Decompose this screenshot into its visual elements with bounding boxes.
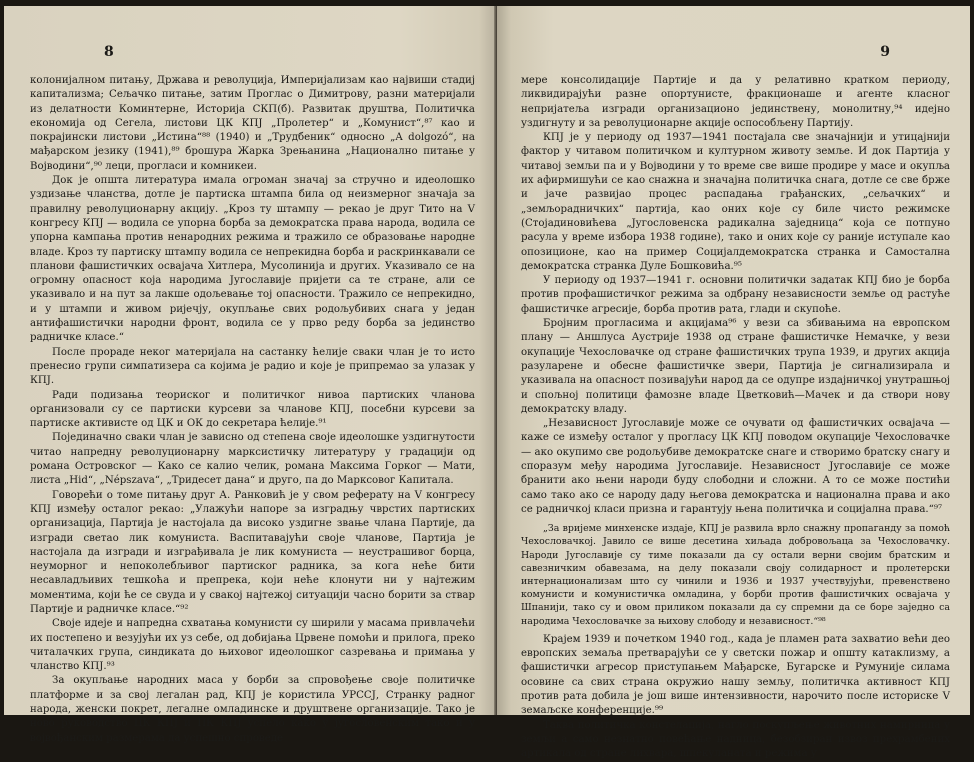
paragraph: Појединачно сваки члан је зависно од степена своје идеолошке уздигнутости читао напредну револуционарну марксистичку литературу у градацији од романа Островског — Како се калио челик, романа Максима Горког — Мати, листа „Hid“, „Népszava“, „Тридесет дана“ и друго, па до Марксовог Капитала. <box>30 432 475 487</box>
page-number: 9 <box>880 44 890 60</box>
spine-shadow <box>497 6 511 715</box>
paragraph: Таква политичка констелација, нагло поскупљење животних намирница у земљи а само незнатно повећање надница, безобзиран извоз прехрамбених артикала од стране лихвара, шпекуланата и режима у <box>521 719 950 760</box>
book-spread <box>4 6 970 760</box>
paragraph: „Независност Југославије може се очувати од фашистичких освајача — каже се између осталог у прогласу ЦК КПЈ поводом окупације Чехословачке — ако окупимо све родољубиве демократске снаге и створимо братску снагу и споразум међу народима Југославије. Независност Југославије се може бранити ако њени народи буду слободни и сложни. А то се може постићи само тако ако се народу даду његова демократска и национална права и ако се радничкој класи призна и гарантују њена политичка и социјална права.“⁹⁷ <box>521 418 950 515</box>
right-page <box>497 6 970 760</box>
block-quote: „За вријеме минхенске издаје, КПЈ је развила врло снажну пропаганду за помоћ Чехословачкој. Јавило се више десетина хиљада добровољаца за Чехословачку. Народи Југославије су тиме показали да су остали верни својим братским и савезничким обавезама, на делу показали своју солидарност и пролетерски интернационализам што су чинили и 1936 и 1937 учествујући, превенствено комунисти и комунистичка омладина, у борби против фашистичких освајача у Шпанији, тако су и овом приликом показали да су спремни да се боре заједно са народима Чехословачке за њихову слободу и независност.“⁹⁸ <box>521 523 950 627</box>
paragraph: У периоду од 1937—1941 г. основни политички задатак КПЈ био је борба против профашистичког режима за одбрану независности земље од растуће фашистичке агресије, борба против рата, глади и скупоће. <box>521 275 950 315</box>
paragraph: Бројним прогласима и акцијама⁹⁶ у вези са збивањима на европском плану — Аншлуса Аустрије 1938 од стране фашистичке Немачке, у вези окупације Чехословачке од стране фашистичких трупа 1939, и других акција разуларене и обесне фашистичке звери, Партија је сигнализирала и указивала на опасност позивајући народ да се одупре издајничкој унутрашњој и спољној политици фамозне владе Цветковић—Мачек и да створи нову демократску владу. <box>521 318 950 415</box>
paragraph: Говорећи о томе питању друг А. Ранковић је у свом реферату на V конгресу КПЈ између осталог рекао: „Улажући напоре за изградњу чврстих партиских организација, Партија је настојала да високо уздигне звање члана Партије, да изгради светао лик комуниста. Васпитавајући своје чланове, Партија је настојала да изгради и изграђивала је лик комуниста — неустрашивог борца, неуморног и непоколебљивог партиског радника, за кога неће бити несавладљивих тешкоћа и препрека, који неће клонути ни у најтежим моментима, који ће се свуда и у свакој најтежој ситуацији часно борити за ствар Партије и радничке класе.“⁹² <box>30 489 475 615</box>
paragraph: За окупљање народних маса у борби за спровођење своје политичке платформе и за свој легалан рад, КПЈ је користила УРССЈ, Странку радног народа, женски покрет, легалне омладинске и друштвене организације. Тако је ново руководство ЦК КПЈ и ПК КПЈ успело како у југословенским тако и у војвођанским размерама да успешно спроведе <box>30 675 475 744</box>
paragraph: КПЈ је у периоду од 1937—1941 постајала све значајнији и утицајнији фактор у читавом политичком и културном животу земље. И док Партија у читавој земљи па и у Војводини у то време све више продире у масе и окупља их афирмишући се као снажна и значајна политичка снага, дотле се све брже и јаче развијао процес распадања грађанских, „сељачких“ и „земљорадничких“ партија, као оних које су биле чисто режимске (Стојадиновићева „Југословенска радикална заједница“ која се потпуно расула у време избора 1938 године), тако и оних које су раније иступале као опозиционе, као на пример Социјалдемократска странка и Самостална демократска странка Дуле Бошковића.⁹⁵ <box>521 132 950 272</box>
paragraph: колонијалном питању, Држава и револуција, Империјализам као највиши стадиј капитализма; Сељачко питање, затим Проглас о Димитрову, разни материјали из делатности Коминтерне, Историја СКП(б). Развитак друштва, Политичка економија од Сегела, листови ЦК КПЈ „Пролетер“ и „Комунист“,⁸⁷ као и покрајински листови „Истина“⁸⁸ (1940) и „Трудбеник“ односно „A dolgozó“, на мађарском језику (1941),⁸⁹ брошура Жарка Зрењанина „Национално питање у Војводини“,⁹⁰ леци, прогласи и комникеи. <box>30 75 475 172</box>
page-body <box>521 74 950 762</box>
paragraph: мере консолидације Партије и да у релативно кратком периоду, ликвидирајући разне опортунисте, фракционаше и агенте класног непријатеља изгради организационо јединствену, монолитну,⁹⁴ идејно уздигнуту и за револуционарне акције оспособљену Партију. <box>521 75 950 129</box>
paragraph: Крајем 1939 и почетком 1940 год., када је пламен рата захватио већи део европских земаља претварајући се у светски пожар и општу катаклизму, а фашистички агресор приступањем Мађарске, Бугарске и Румуније силама осовине са свих страна окружио нашу земљу, политичка активност КПЈ против рата добила је још више интензивности, нарочито после историске V земаљске конференције.⁹⁹ <box>521 633 950 717</box>
page-number: 8 <box>104 44 114 60</box>
paragraph: Ради подизања теориског и политичког нивоа партиских чланова организовали су се партиски курсеви за чланове КПЈ, посебни курсеви за партиске активисте од ЦК и ОК до секретара ћелије.⁹¹ <box>30 389 475 430</box>
page-body <box>30 74 475 746</box>
paragraph: Док је општа литература имала огроман значај за стручно и идеолошко уздизање чланства, дотле је партиска штампа била од неизмерног значаја за правилну револуционарну акцију. „Кроз ту штампу — рекао је друг Тито на V конгресу КПЈ — водила се упорна борба за демократска права народа, водила се упорна кампања против ненародних режима и тражило се образовање народне владе. Кроз ту партиску штампу водила се непрекидна борба и раскринкавали се планови фашистичких освајача Хитлера, Мусолинија и других. Указивало се на огромну опасност која народима Југославије пријети са те стране, али се указивало и на пут за лакше одољевање тој опасности. Тражило се непрекидно, и у штампи и живом ријечју, окупљање свих родољубивих снага у један антифашистички народни фронт, водила се у прво реду борба за јединство радничке класе.“ <box>30 175 475 344</box>
paragraph: После прораде неког материјала на састанку ћелије сваки члан је то исто пренесио групи симпатизера са којима је радио и које је припремао за улазак у КПЈ. <box>30 346 475 387</box>
left-page <box>4 6 497 744</box>
paragraph: Своје идеје и напредна схватања комунисти су ширили у масама привлачећи их постепено и везујући их уз себе, од добијања Црвене помоћи и прилога, преко читалачких група, синдиката до њиховог идеолошког сазревања и примања у чланство КПЈ.⁹³ <box>30 618 475 673</box>
